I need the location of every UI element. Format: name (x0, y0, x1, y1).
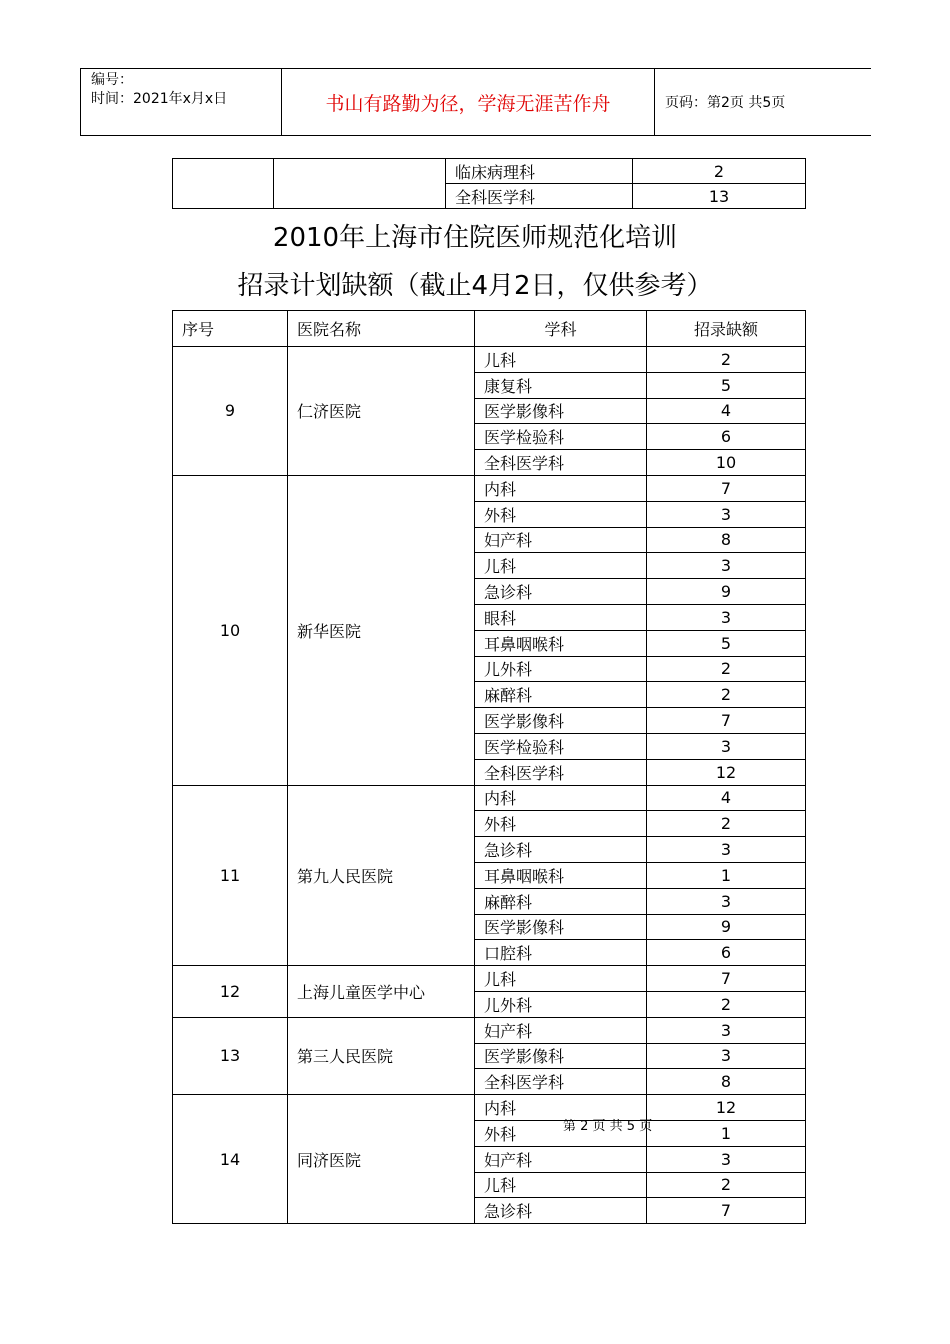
quota-cell: 2 (647, 347, 806, 373)
subject-cell: 康复科 (475, 372, 647, 398)
subject-cell: 麻醉科 (475, 682, 647, 708)
table-row (173, 966, 806, 992)
hospital-no-cell: 12 (173, 966, 288, 1018)
subject-cell: 儿科 (475, 1172, 647, 1198)
subject-cell: 全科医学科 (446, 184, 633, 209)
quota-cell: 2 (633, 159, 806, 184)
hospital-no-cell: 10 (173, 475, 288, 785)
quota-cell: 7 (647, 966, 806, 992)
table-row (173, 1095, 806, 1121)
number-label: 编号： (91, 72, 133, 88)
subject-cell: 儿外科 (475, 991, 647, 1017)
table-row (173, 475, 806, 501)
subject-cell: 医学影像科 (475, 398, 647, 424)
page-footer: 第 2 页 共 5 页 (563, 1119, 653, 1134)
hospital-name-cell: 第九人民医院 (288, 785, 475, 966)
hospital-no-cell: 13 (173, 1017, 288, 1094)
subject-cell: 耳鼻咽喉科 (475, 630, 647, 656)
quota-cell: 3 (647, 1146, 806, 1172)
quota-cell: 3 (647, 501, 806, 527)
subject-cell: 内科 (475, 1095, 647, 1121)
document-header (80, 68, 871, 136)
quota-cell: 2 (647, 811, 806, 837)
subject-cell: 妇产科 (475, 1146, 647, 1172)
quota-cell: 2 (647, 991, 806, 1017)
quota-cell: 6 (647, 424, 806, 450)
time-label: 时间：2021年x月x日 (91, 91, 228, 107)
subject-cell: 全科医学科 (475, 1069, 647, 1095)
table-row (173, 347, 806, 373)
empty-cell (173, 159, 274, 209)
subject-cell: 临床病理科 (446, 159, 633, 184)
subject-cell: 外科 (475, 811, 647, 837)
subject-cell: 内科 (475, 475, 647, 501)
quota-cell: 3 (647, 837, 806, 863)
quota-cell: 7 (647, 708, 806, 734)
hospital-no-cell: 11 (173, 785, 288, 966)
quota-cell: 5 (647, 372, 806, 398)
subject-cell: 全科医学科 (475, 759, 647, 785)
subject-cell: 内科 (475, 785, 647, 811)
quota-cell: 1 (647, 1120, 806, 1146)
quota-cell: 12 (647, 759, 806, 785)
quota-cell: 2 (647, 1172, 806, 1198)
hospital-no-cell: 14 (173, 1095, 288, 1224)
quota-cell: 3 (647, 604, 806, 630)
quota-cell: 4 (647, 785, 806, 811)
quota-cell: 8 (647, 1069, 806, 1095)
quota-cell: 2 (647, 682, 806, 708)
header-meta (81, 69, 282, 136)
subject-cell: 医学检验科 (475, 424, 647, 450)
header-page-label: 页码：第2页 共5页 (655, 69, 871, 136)
subject-cell: 麻醉科 (475, 888, 647, 914)
table-row (173, 1017, 806, 1043)
subject-cell: 医学影像科 (475, 708, 647, 734)
hospital-name-cell: 仁济医院 (288, 347, 475, 476)
header-motto: 书山有路勤为径，学海无涯苦作舟 (282, 69, 655, 136)
hospital-name-cell: 新华医院 (288, 475, 475, 785)
subject-cell: 眼科 (475, 604, 647, 630)
subject-cell: 儿外科 (475, 656, 647, 682)
hospital-name-cell: 同济医院 (288, 1095, 475, 1224)
subject-cell: 口腔科 (475, 940, 647, 966)
quota-cell: 2 (647, 656, 806, 682)
quota-cell: 10 (647, 450, 806, 476)
subject-cell: 医学检验科 (475, 733, 647, 759)
header-quota: 招录缺额 (647, 311, 806, 347)
quota-cell: 8 (647, 527, 806, 553)
quota-cell: 7 (647, 475, 806, 501)
quota-cell: 5 (647, 630, 806, 656)
quota-cell: 9 (647, 914, 806, 940)
quota-cell: 3 (647, 553, 806, 579)
quota-cell: 13 (633, 184, 806, 209)
continuation-table (172, 158, 806, 209)
quota-cell: 3 (647, 1017, 806, 1043)
quota-cell: 4 (647, 398, 806, 424)
header-subject: 学科 (475, 311, 647, 347)
hospital-name-cell: 第三人民医院 (288, 1017, 475, 1094)
subject-cell: 急诊科 (475, 579, 647, 605)
subject-cell: 医学影像科 (475, 914, 647, 940)
table-header-row (173, 311, 806, 347)
quota-cell: 9 (647, 579, 806, 605)
table-row (173, 785, 806, 811)
subject-cell: 外科 (475, 501, 647, 527)
subject-cell: 急诊科 (475, 837, 647, 863)
subject-cell: 儿科 (475, 553, 647, 579)
quota-cell: 1 (647, 862, 806, 888)
document-title-line2: 招录计划缺额（截止4月2日，仅供参考） (237, 271, 713, 301)
header-hospital: 医院名称 (288, 311, 475, 347)
subject-cell: 儿科 (475, 966, 647, 992)
header-no: 序号 (173, 311, 288, 347)
quota-cell: 6 (647, 940, 806, 966)
subject-cell: 妇产科 (475, 527, 647, 553)
quota-table (172, 310, 806, 1224)
quota-cell: 3 (647, 888, 806, 914)
hospital-name-cell: 上海儿童医学中心 (288, 966, 475, 1018)
subject-cell: 全科医学科 (475, 450, 647, 476)
subject-cell: 外科 (475, 1120, 647, 1146)
quota-cell: 3 (647, 1043, 806, 1069)
document-title-line1: 2010年上海市住院医师规范化培训 (272, 223, 678, 253)
quota-cell: 12 (647, 1095, 806, 1121)
subject-cell: 妇产科 (475, 1017, 647, 1043)
hospital-no-cell: 9 (173, 347, 288, 476)
subject-cell: 耳鼻咽喉科 (475, 862, 647, 888)
subject-cell: 急诊科 (475, 1198, 647, 1224)
subject-cell: 医学影像科 (475, 1043, 647, 1069)
quota-cell: 7 (647, 1198, 806, 1224)
empty-cell (274, 159, 446, 209)
subject-cell: 儿科 (475, 347, 647, 373)
quota-cell: 3 (647, 733, 806, 759)
